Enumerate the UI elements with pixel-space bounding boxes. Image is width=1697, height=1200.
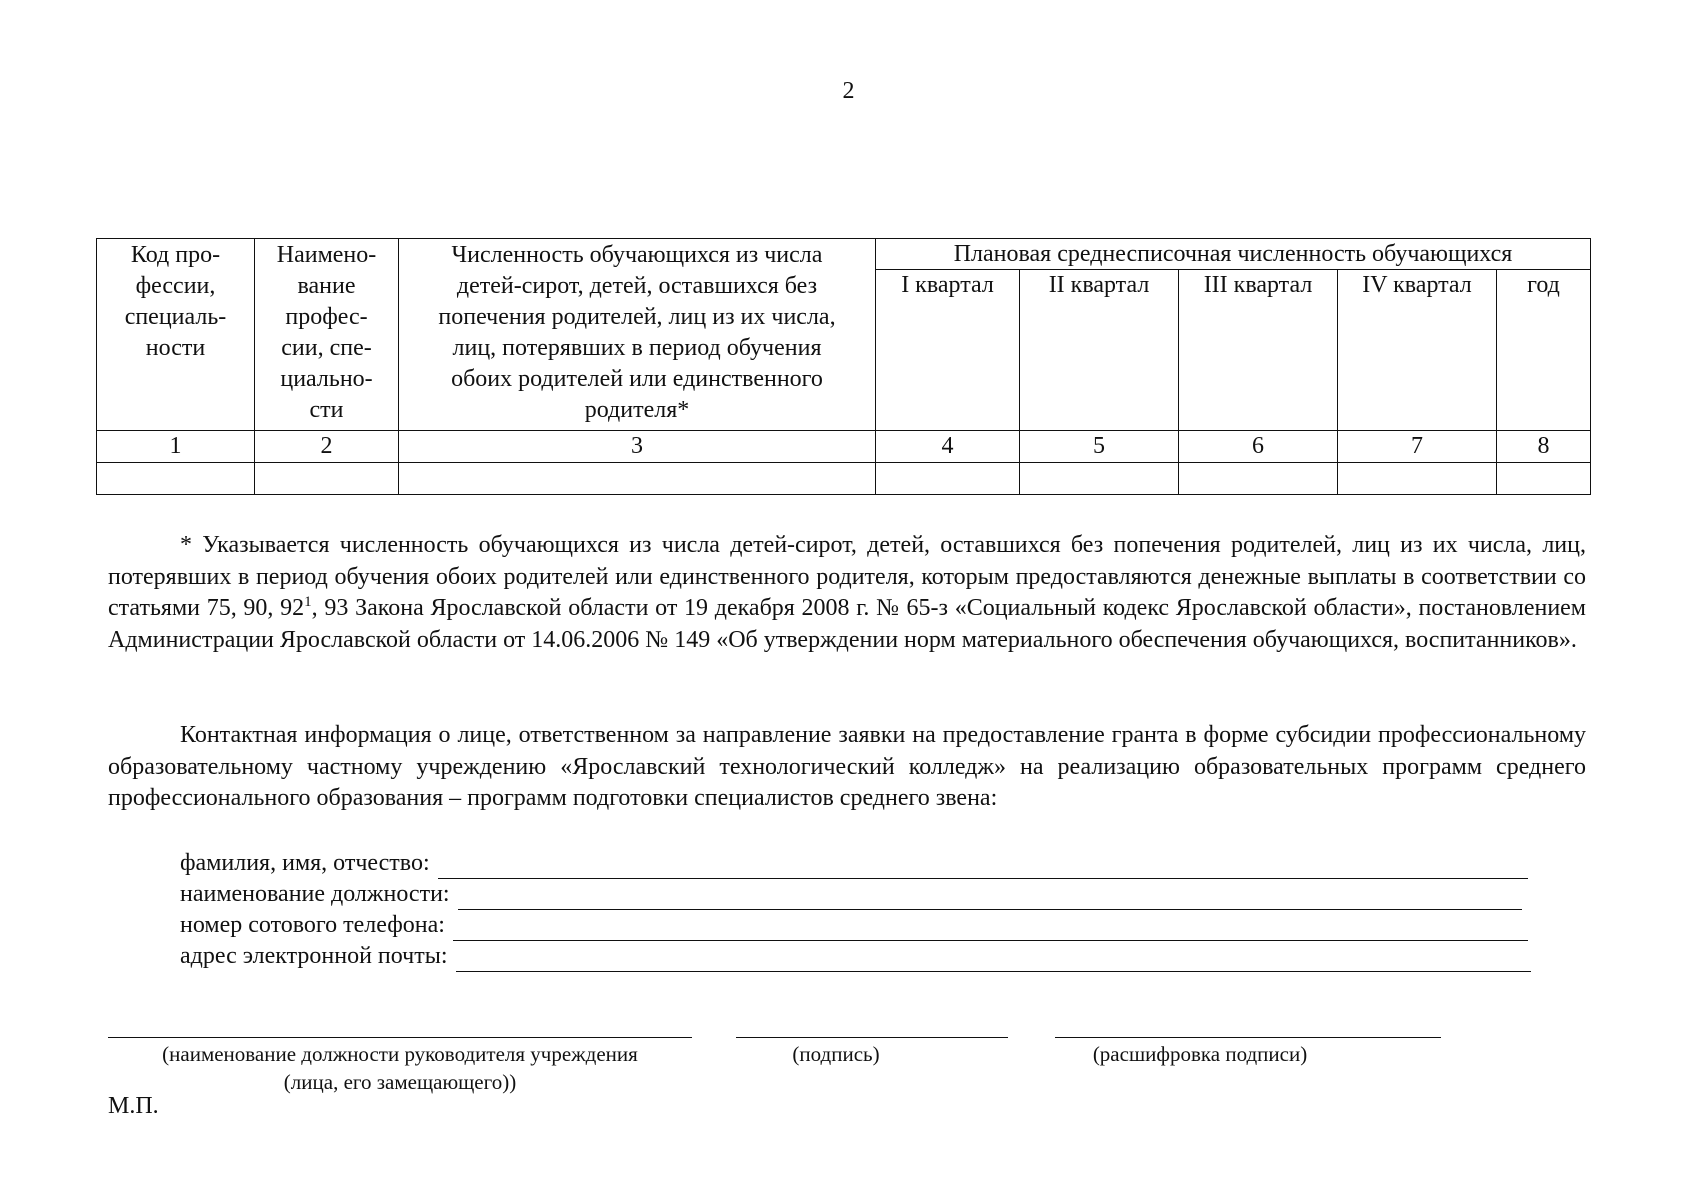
position-field — [180, 879, 1522, 910]
header-q2: II квартал — [1020, 270, 1179, 431]
table-cell[interactable] — [1497, 463, 1591, 495]
table-cell[interactable] — [255, 463, 399, 495]
signature-decryption-caption: (расшифровка подписи) — [1092, 1042, 1308, 1066]
table-cell[interactable] — [1338, 463, 1497, 495]
column-number-row — [97, 431, 1591, 463]
page-number: 2 — [842, 78, 855, 104]
table-cell[interactable] — [399, 463, 876, 495]
header-q4: IV квартал — [1338, 270, 1497, 431]
table-header-row — [97, 239, 1591, 270]
table-cell[interactable] — [97, 463, 255, 495]
stamp-placeholder: М.П. — [108, 1093, 159, 1119]
column-number: 5 — [1020, 431, 1179, 463]
column-number: 6 — [1179, 431, 1338, 463]
footnote-superscript: 1 — [304, 594, 312, 610]
phone-field — [180, 910, 1528, 941]
position-input-line[interactable] — [458, 887, 1522, 910]
table-empty-row — [97, 463, 1591, 495]
phone-label: номер сотового телефона: — [180, 912, 445, 938]
footnote-text-part2: , 93 Закона Ярославской области от 19 декабря 2008 г. № 65-з «Социальный кодекс Ярославской области», постановлением Администрации Ярославской области от 14.06.2006 № 149 «Об утверждении норм материального обеспечения обучающихся, воспитанников». — [108, 595, 1586, 653]
contact-intro — [108, 720, 1586, 815]
column-number: 8 — [1497, 431, 1591, 463]
full-name-field — [180, 848, 1528, 879]
full-name-input-line[interactable] — [438, 856, 1528, 879]
footnote — [108, 530, 1586, 656]
students-table — [96, 238, 1591, 495]
signature-caption: (подпись) — [792, 1042, 880, 1066]
column-number: 7 — [1338, 431, 1497, 463]
header-planned-average: Плановая среднесписочная численность обучающихся — [876, 239, 1591, 270]
header-profession-name: Наимено- вание профес- сии, спе- циально- сти — [255, 239, 399, 431]
email-field — [180, 941, 1531, 972]
email-label: адрес электронной почты: — [180, 943, 448, 969]
signature-line[interactable] — [736, 1037, 1008, 1038]
signature-decryption-line[interactable] — [1055, 1037, 1441, 1038]
position-caption: (наименование должности руководителя учреждения (лица, его замещающего)) — [162, 1042, 638, 1094]
contact-intro-text: Контактная информация о лице, ответственном за направление заявки на предоставление гранта в форме субсидии профессиональному образовательному частному учреждению «Ярославский технологический колледж» на реализацию образовательных программ среднего профессионального образования – программ подготовки специалистов среднего звена: — [108, 722, 1586, 811]
email-input-line[interactable] — [456, 949, 1531, 972]
table-cell[interactable] — [1179, 463, 1338, 495]
table-cell[interactable] — [1020, 463, 1179, 495]
column-number: 2 — [255, 431, 399, 463]
column-number: 1 — [97, 431, 255, 463]
position-signature-line[interactable] — [108, 1037, 692, 1038]
header-q1: I квартал — [876, 270, 1020, 431]
column-number: 3 — [399, 431, 876, 463]
phone-input-line[interactable] — [453, 918, 1528, 941]
full-name-label: фамилия, имя, отчество: — [180, 850, 430, 876]
header-year: год — [1497, 270, 1591, 431]
header-q3: III квартал — [1179, 270, 1338, 431]
position-label: наименование должности: — [180, 881, 450, 907]
footnote-text-part1: * Указывается численность обучающихся из числа детей-сирот, детей, оставшихся без попечения родителей, лиц из их числа, лиц, потерявших в период обучения обоих родителей или единственного родителя, которым предоставляются денежные выплаты в соответствии со статьями 75, 90, 92 — [108, 532, 1586, 621]
header-orphans-count: Численность обучающихся из числа детей-сирот, детей, оставшихся без попечения родителей, лиц из их числа, лиц, потерявших в период обучения обоих родителей или единственного родителя* — [399, 239, 876, 431]
column-number: 4 — [876, 431, 1020, 463]
header-profession-code: Код про- фессии, специаль- ности — [97, 239, 255, 431]
table-cell[interactable] — [876, 463, 1020, 495]
